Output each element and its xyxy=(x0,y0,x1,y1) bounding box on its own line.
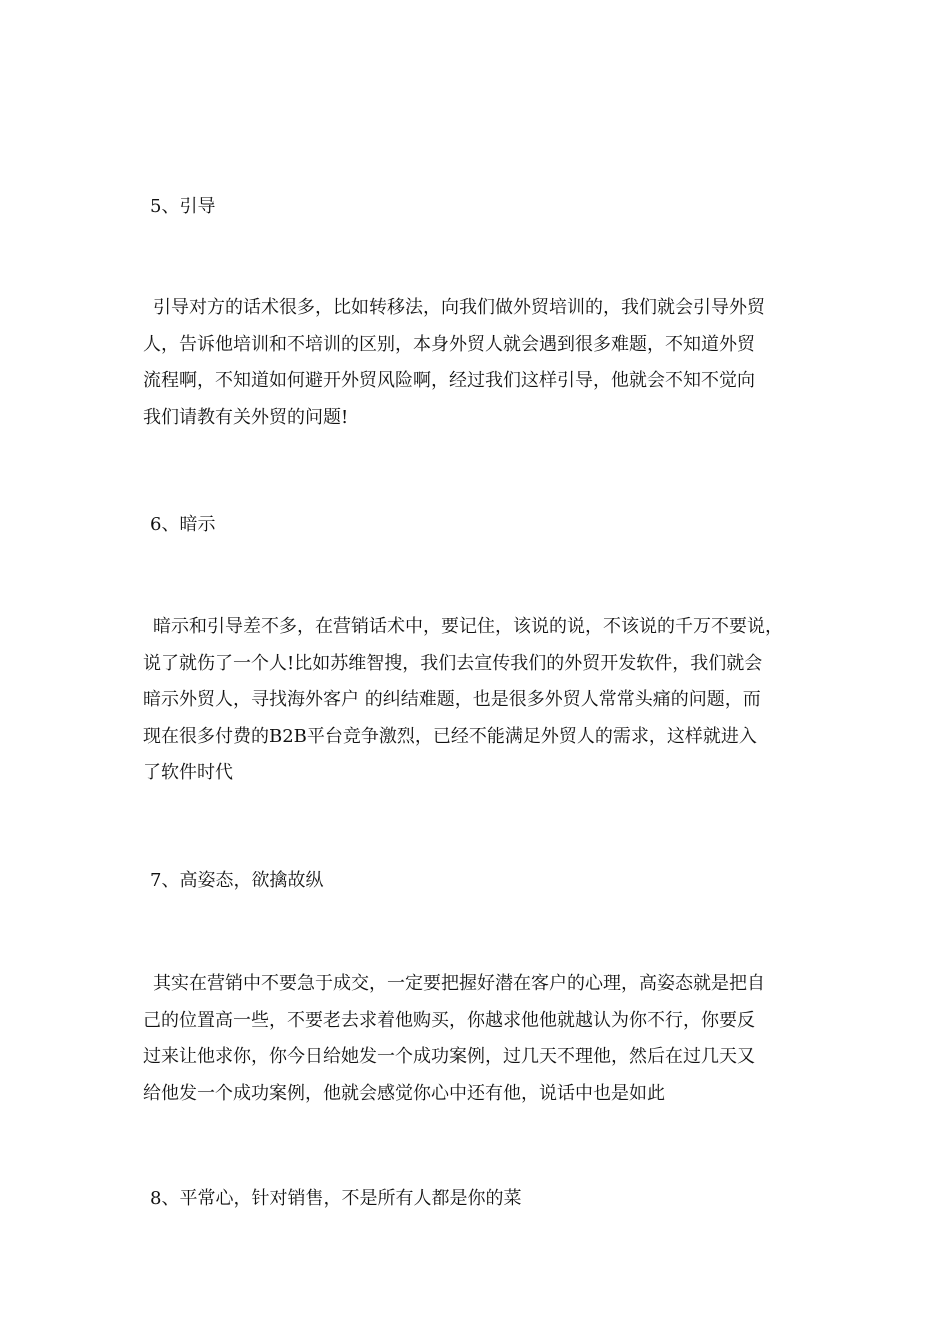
paragraph-line: 人，告诉他培训和不培训的区别，本身外贸人就会遇到很多难题，不知道外贸 xyxy=(143,333,755,355)
section-heading-5: 5、引导 xyxy=(150,196,216,217)
paragraph-line: 流程啊，不知道如何避开外贸风险啊，经过我们这样引导，他就会不知不觉向 xyxy=(143,370,755,391)
section-heading-6: 6、暗示 xyxy=(150,514,216,535)
section-paragraph-7 xyxy=(143,966,823,1112)
paragraph-line: 己的位置高一些，不要老去求着他购买，你越求他他就越认为你不行，你要反 xyxy=(143,1009,755,1031)
section-heading-8: 8、平常心，针对销售，不是所有人都是你的菜 xyxy=(150,1188,522,1209)
section-paragraph-6 xyxy=(143,609,823,792)
paragraph-line: 说了就伤了一个人!比如苏维智搜，我们去宣传我们的外贸开发软件，我们就会 xyxy=(143,652,763,674)
paragraph-line: 过来让他求你，你今日给她发一个成功案例，过几天不理他，然后在过几天又 xyxy=(143,1046,755,1067)
section-heading-7: 7、高姿态，欲擒故纵 xyxy=(150,870,324,891)
paragraph-line: 其实在营销中不要急于成交，一定要把握好潜在客户的心理，高姿态就是把自 xyxy=(153,973,765,994)
paragraph-line: 暗示外贸人，寻找海外客户 的纠结难题，也是很多外贸人常常头痛的问题，而 xyxy=(143,689,761,710)
paragraph-line: 了软件时代 xyxy=(143,762,233,783)
paragraph-line: 暗示和引导差不多，在营销话术中，要记住，该说的说，不该说的千万不要说， xyxy=(153,616,783,637)
paragraph-line: 我们请教有关外贸的问题! xyxy=(143,406,349,428)
paragraph-line: 引导对方的话术很多，比如转移法，向我们做外贸培训的，我们就会引导外贸 xyxy=(153,297,765,318)
paragraph-line: 给他发一个成功案例，他就会感觉你心中还有他，说话中也是如此 xyxy=(143,1082,665,1104)
section-paragraph-5 xyxy=(143,290,823,436)
paragraph-line: 现在很多付费的B2B平台竞争激烈，已经不能满足外贸人的需求，这样就进入 xyxy=(143,725,757,747)
